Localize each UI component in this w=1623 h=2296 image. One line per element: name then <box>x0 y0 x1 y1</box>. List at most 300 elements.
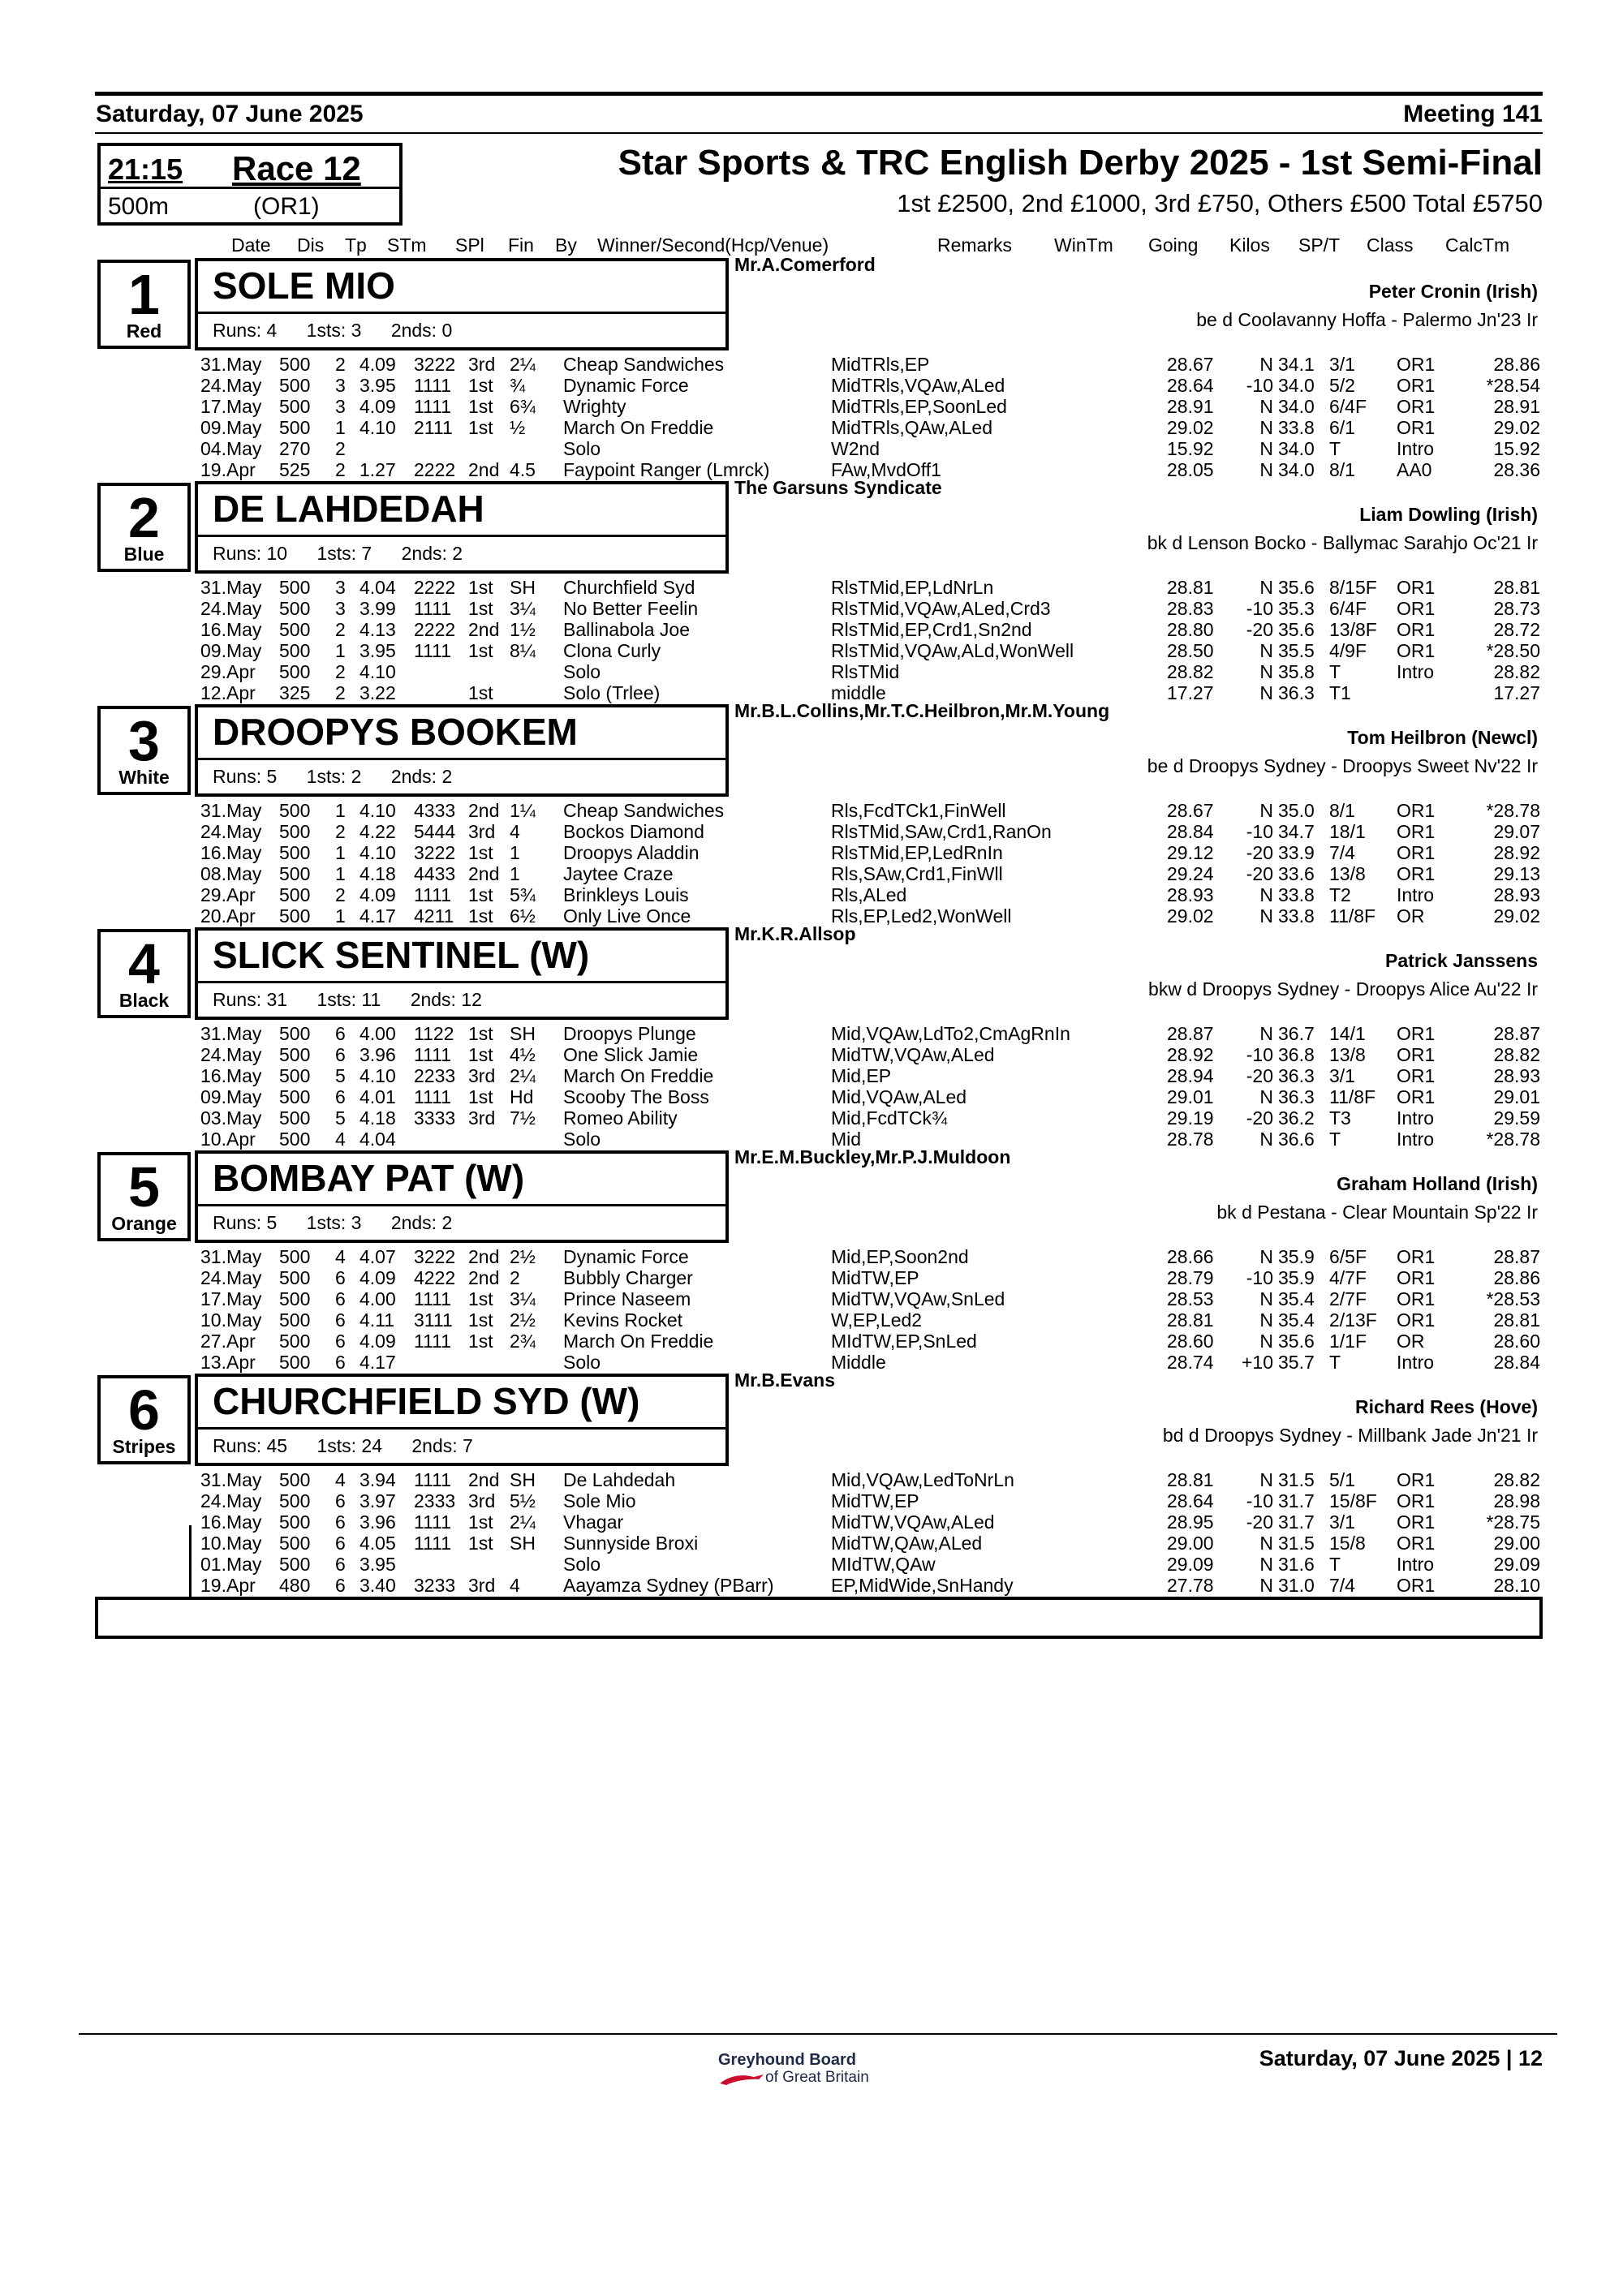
wins-count: 1sts: 7 <box>316 543 372 564</box>
name-divider <box>198 535 725 537</box>
form-going: 28.67 <box>1167 800 1214 821</box>
form-fin: 1st <box>468 1331 493 1352</box>
form-sp: T1 <box>1329 682 1351 703</box>
form-stm: 4.00 <box>359 1288 396 1309</box>
form-calc: 28.81 <box>1493 577 1540 598</box>
form-fin: 1st <box>468 417 493 438</box>
form-adj: -20 <box>1246 1065 1273 1086</box>
form-fin: 3rd <box>468 1575 496 1596</box>
form-adj: -20 <box>1246 863 1273 884</box>
form-row <box>0 1288 1623 1309</box>
form-kilos: 36.3 <box>1278 1086 1315 1107</box>
form-going: 28.53 <box>1167 1288 1214 1309</box>
form-wsn: Solo <box>563 438 601 459</box>
form-adj: N <box>1259 1023 1273 1044</box>
form-row <box>0 577 1623 598</box>
form-stm: 4.13 <box>359 619 396 640</box>
form-dis: 480 <box>279 1575 311 1596</box>
form-adj: N <box>1259 1533 1273 1554</box>
form-row <box>0 438 1623 459</box>
form-by: 2¼ <box>510 1511 536 1533</box>
runs-count: Runs: 4 <box>213 320 278 341</box>
form-going: 28.78 <box>1167 1129 1214 1150</box>
owner-name: Mr.K.R.Allsop <box>734 923 856 944</box>
form-tp: 4 <box>335 1246 346 1267</box>
form-tp: 3 <box>335 577 346 598</box>
form-adj: -20 <box>1246 842 1273 863</box>
dog-name-box <box>195 481 729 574</box>
wins-count: 1sts: 11 <box>316 989 381 1010</box>
form-sp: 8/1 <box>1329 459 1355 480</box>
form-wsn: No Better Feelin <box>563 598 699 619</box>
form-stm: 1.27 <box>359 459 396 480</box>
form-sp: 7/4 <box>1329 842 1355 863</box>
col-wintm: WinTm <box>1054 234 1113 256</box>
form-stm: 3.95 <box>359 375 396 396</box>
form-sp: T <box>1329 1554 1341 1575</box>
form-by: ¾ <box>510 375 526 396</box>
form-stm: 4.10 <box>359 842 396 863</box>
form-kilos: 34.1 <box>1278 354 1315 375</box>
form-stm: 4.18 <box>359 863 396 884</box>
form-date: 31.May <box>200 1023 262 1044</box>
form-dis: 500 <box>279 1469 311 1490</box>
form-going: 28.64 <box>1167 375 1214 396</box>
dog-stats <box>213 1435 497 1457</box>
form-rem: Rls,ALed <box>831 884 907 905</box>
form-fin: 2nd <box>468 863 500 884</box>
form-tp: 1 <box>335 905 346 927</box>
form-tp: 2 <box>335 821 346 842</box>
form-dis: 500 <box>279 800 311 821</box>
form-date: 27.Apr <box>200 1331 256 1352</box>
form-stm: 4.11 <box>359 1309 395 1331</box>
form-going: 28.95 <box>1167 1511 1214 1533</box>
form-row <box>0 1267 1623 1288</box>
form-calc: 28.87 <box>1493 1023 1540 1044</box>
form-spl: 2222 <box>414 577 456 598</box>
dog-stats <box>213 766 476 788</box>
form-adj: N <box>1259 354 1273 375</box>
form-cls: OR1 <box>1397 800 1436 821</box>
form-date: 09.May <box>200 640 262 661</box>
form-going: 29.09 <box>1167 1554 1214 1575</box>
form-stm: 3.96 <box>359 1511 396 1533</box>
form-stm: 4.10 <box>359 661 396 682</box>
form-by: 2 <box>510 1267 520 1288</box>
form-tp: 6 <box>335 1575 346 1596</box>
form-dis: 500 <box>279 1288 311 1309</box>
form-by: 2¼ <box>510 1065 536 1086</box>
form-adj: N <box>1259 884 1273 905</box>
form-going: 27.78 <box>1167 1575 1214 1596</box>
form-wsn: March On Freddie <box>563 417 714 438</box>
form-spl: 4211 <box>414 905 454 927</box>
col-date: Date <box>231 234 271 256</box>
trap-number: 6 <box>128 1378 160 1442</box>
dog-name-box <box>195 927 729 1020</box>
col-spl: SPl <box>455 234 484 256</box>
form-rem: MIdTW,EP,SnLed <box>831 1331 977 1352</box>
form-spl: 3333 <box>414 1107 456 1129</box>
breeding-info: be d Coolavanny Hoffa - Palermo Jn'23 Ir <box>1196 309 1538 330</box>
form-tp: 1 <box>335 800 346 821</box>
form-fin: 1st <box>468 1023 493 1044</box>
form-cls: OR1 <box>1397 842 1436 863</box>
form-stm: 3.99 <box>359 598 396 619</box>
form-rem: Middle <box>831 1352 886 1373</box>
form-rem: middle <box>831 682 886 703</box>
trap-number: 1 <box>128 263 160 326</box>
form-by: 8¼ <box>510 640 536 661</box>
form-date: 20.Apr <box>200 905 256 927</box>
form-tp: 4 <box>335 1129 346 1150</box>
form-adj: N <box>1259 1129 1273 1150</box>
form-by: 4 <box>510 821 520 842</box>
form-calc: 15.92 <box>1493 438 1540 459</box>
form-lines <box>0 1469 1623 1596</box>
form-date: 31.May <box>200 354 262 375</box>
trap-number: 2 <box>128 486 160 549</box>
form-cls: OR1 <box>1397 1267 1436 1288</box>
form-by: 2¾ <box>510 1331 536 1352</box>
form-going: 28.66 <box>1167 1246 1214 1267</box>
form-kilos: 35.7 <box>1278 1352 1315 1373</box>
form-calc: 28.82 <box>1493 1469 1540 1490</box>
form-fin: 1st <box>468 842 493 863</box>
form-cls: OR1 <box>1397 375 1436 396</box>
form-sp: 6/5F <box>1329 1246 1367 1267</box>
form-kilos: 31.6 <box>1278 1554 1315 1575</box>
owner-name: Mr.A.Comerford <box>734 254 876 275</box>
logo-line-1: Greyhound Board <box>718 2051 857 2069</box>
form-by: 1 <box>510 863 520 884</box>
form-fin: 1st <box>468 640 493 661</box>
form-rem: MidTRls,EP,SoonLed <box>831 396 1007 417</box>
form-going: 28.82 <box>1167 661 1214 682</box>
dog-name: CHURCHFIELD SYD (W) <box>213 1380 640 1422</box>
form-dis: 500 <box>279 619 311 640</box>
form-fin: 1st <box>468 1309 493 1331</box>
form-date: 03.May <box>200 1107 262 1129</box>
form-date: 19.Apr <box>200 1575 256 1596</box>
footer-rule <box>79 2033 1557 2035</box>
form-sp: 3/1 <box>1329 1065 1355 1086</box>
form-kilos: 35.8 <box>1278 661 1315 682</box>
form-wsn: Romeo Ability <box>563 1107 678 1129</box>
race-grade: (OR1) <box>253 193 320 220</box>
form-tp: 3 <box>335 598 346 619</box>
form-rem: MidTRls,QAw,ALed <box>831 417 992 438</box>
form-cls: OR1 <box>1397 1309 1436 1331</box>
form-adj: -10 <box>1246 1490 1273 1511</box>
race-time: 21:15 <box>108 153 183 186</box>
form-wsn: March On Freddie <box>563 1065 714 1086</box>
form-tp: 2 <box>335 459 346 480</box>
form-by: 4.5 <box>510 459 536 480</box>
name-divider <box>198 981 725 983</box>
form-date: 24.May <box>200 821 262 842</box>
form-adj: -10 <box>1246 821 1273 842</box>
form-cls: OR1 <box>1397 354 1436 375</box>
seconds-count: 2nds: 2 <box>401 543 463 564</box>
form-kilos: 35.9 <box>1278 1267 1315 1288</box>
form-stm: 4.07 <box>359 1246 396 1267</box>
form-spl: 2222 <box>414 619 456 640</box>
form-going: 28.64 <box>1167 1490 1214 1511</box>
form-dis: 500 <box>279 354 311 375</box>
form-tp: 6 <box>335 1554 346 1575</box>
form-going: 29.19 <box>1167 1107 1214 1129</box>
form-by: SH <box>510 1023 536 1044</box>
greyhound-icon <box>718 2072 765 2087</box>
col-winner-second: Winner/Second(Hcp/Venue) <box>597 234 829 256</box>
form-tp: 6 <box>335 1331 346 1352</box>
trainer-name: Graham Holland (Irish) <box>1337 1173 1538 1194</box>
form-going: 29.24 <box>1167 863 1214 884</box>
form-row <box>0 640 1623 661</box>
meeting-number: Meeting 141 <box>1403 101 1543 127</box>
form-rem: MidTW,VQAw,ALed <box>831 1044 995 1065</box>
form-dis: 500 <box>279 1044 311 1065</box>
form-stm: 4.09 <box>359 1331 396 1352</box>
form-cls: OR1 <box>1397 417 1436 438</box>
form-sp: 15/8 <box>1329 1533 1366 1554</box>
form-lines <box>0 354 1623 480</box>
form-rem: MidTW,VQAw,ALed <box>831 1511 995 1533</box>
form-rem: MidTW,EP <box>831 1267 919 1288</box>
trap-box <box>97 1375 191 1464</box>
form-by: 4 <box>510 1575 520 1596</box>
form-kilos: 35.0 <box>1278 800 1315 821</box>
form-dis: 500 <box>279 1352 311 1373</box>
form-stm: 4.04 <box>359 1129 396 1150</box>
form-date: 10.May <box>200 1533 262 1554</box>
form-adj: -10 <box>1246 375 1273 396</box>
form-stm: 3.22 <box>359 682 396 703</box>
form-wsn: De Lahdedah <box>563 1469 676 1490</box>
form-stm: 4.17 <box>359 905 396 927</box>
form-calc: 17.27 <box>1493 682 1540 703</box>
form-calc: 28.36 <box>1493 459 1540 480</box>
trap-box <box>97 260 191 349</box>
form-tp: 6 <box>335 1352 346 1373</box>
form-sp: 14/1 <box>1329 1023 1366 1044</box>
form-going: 28.94 <box>1167 1065 1214 1086</box>
form-row <box>0 1554 1623 1575</box>
form-calc: *28.50 <box>1486 640 1540 661</box>
form-dis: 500 <box>279 640 311 661</box>
form-sp: T <box>1329 1352 1341 1373</box>
form-row <box>0 619 1623 640</box>
form-date: 24.May <box>200 375 262 396</box>
form-tp: 2 <box>335 661 346 682</box>
form-adj: -20 <box>1246 1511 1273 1533</box>
form-row <box>0 1533 1623 1554</box>
race-number: Race 12 <box>232 149 361 187</box>
form-dis: 500 <box>279 1511 311 1533</box>
form-calc: 28.10 <box>1493 1575 1540 1596</box>
dog-name: SLICK SENTINEL (W) <box>213 934 590 976</box>
form-date: 24.May <box>200 1044 262 1065</box>
form-fin: 3rd <box>468 1065 496 1086</box>
form-fin: 2nd <box>468 459 500 480</box>
form-adj: -10 <box>1246 1044 1273 1065</box>
form-sp: 4/7F <box>1329 1267 1367 1288</box>
form-stm: 4.10 <box>359 800 396 821</box>
race-title: Star Sports & TRC English Derby 2025 - 1st Semi-Final <box>618 143 1543 183</box>
form-tp: 1 <box>335 863 346 884</box>
form-calc: 29.01 <box>1493 1086 1540 1107</box>
form-spl: 1111 <box>414 1469 452 1490</box>
form-wsn: Dynamic Force <box>563 375 689 396</box>
form-rem: RlsTMid,SAw,Crd1,RanOn <box>831 821 1052 842</box>
form-adj: N <box>1259 438 1273 459</box>
form-rem: MIdTW,QAw <box>831 1554 936 1575</box>
form-tp: 5 <box>335 1107 346 1129</box>
form-cls: OR1 <box>1397 396 1436 417</box>
form-spl: 4333 <box>414 800 456 821</box>
form-rem: Rls,EP,Led2,WonWell <box>831 905 1012 927</box>
form-going: 15.92 <box>1167 438 1214 459</box>
form-wsn: Prince Naseem <box>563 1288 691 1309</box>
dog-name-box <box>195 1150 729 1243</box>
form-fin: 2nd <box>468 1469 500 1490</box>
form-date: 29.Apr <box>200 884 256 905</box>
form-sp: 6/4F <box>1329 396 1367 417</box>
col-tp: Tp <box>345 234 367 256</box>
form-date: 10.May <box>200 1309 262 1331</box>
form-kilos: 35.5 <box>1278 640 1315 661</box>
form-kilos: 36.8 <box>1278 1044 1315 1065</box>
form-wsn: Kevins Rocket <box>563 1309 683 1331</box>
form-by: SH <box>510 1469 536 1490</box>
form-cls: OR1 <box>1397 1511 1436 1533</box>
trap-box <box>97 706 191 795</box>
form-cls: OR1 <box>1397 863 1436 884</box>
form-rem: MidTW,QAw,ALed <box>831 1533 983 1554</box>
race-info-box <box>97 143 403 226</box>
form-row <box>0 1107 1623 1129</box>
form-date: 31.May <box>200 800 262 821</box>
form-lines <box>0 1023 1623 1150</box>
form-kilos: 34.0 <box>1278 459 1315 480</box>
form-going: 29.02 <box>1167 417 1214 438</box>
form-by: SH <box>510 1533 536 1554</box>
runs-count: Runs: 45 <box>213 1435 288 1456</box>
form-sp: 6/1 <box>1329 417 1355 438</box>
form-sp: 15/8F <box>1329 1490 1377 1511</box>
form-dis: 500 <box>279 417 311 438</box>
form-going: 28.81 <box>1167 1309 1214 1331</box>
form-adj: N <box>1259 661 1273 682</box>
form-going: 28.91 <box>1167 396 1214 417</box>
form-cls: OR1 <box>1397 619 1436 640</box>
form-stm: 4.09 <box>359 396 396 417</box>
form-date: 24.May <box>200 1267 262 1288</box>
form-spl: 1111 <box>414 396 452 417</box>
form-adj: N <box>1259 682 1273 703</box>
form-wsn: Solo <box>563 1129 601 1150</box>
form-calc: 28.93 <box>1493 1065 1540 1086</box>
dog-name: SOLE MIO <box>213 264 395 307</box>
form-row <box>0 1331 1623 1352</box>
form-kilos: 35.4 <box>1278 1288 1315 1309</box>
form-stm: 3.96 <box>359 1044 396 1065</box>
form-cls: OR1 <box>1397 598 1436 619</box>
form-fin: 3rd <box>468 821 496 842</box>
form-rem: EP,MidWide,SnHandy <box>831 1575 1014 1596</box>
form-date: 09.May <box>200 417 262 438</box>
form-sp: 7/4 <box>1329 1575 1355 1596</box>
trap-number: 4 <box>128 932 160 995</box>
form-kilos: 33.9 <box>1278 842 1315 863</box>
form-spl: 3222 <box>414 354 456 375</box>
form-rem: W2nd <box>831 438 880 459</box>
form-adj: N <box>1259 800 1273 821</box>
form-fin: 1st <box>468 1511 493 1533</box>
form-wsn: Bubbly Charger <box>563 1267 693 1288</box>
form-cls: OR1 <box>1397 1575 1436 1596</box>
dog-stats <box>213 1212 476 1234</box>
trainer-name: Tom Heilbron (Newcl) <box>1347 727 1538 748</box>
col-going: Going <box>1148 234 1199 256</box>
form-spl: 2222 <box>414 459 456 480</box>
form-dis: 500 <box>279 1554 311 1575</box>
form-spl: 1111 <box>414 1533 452 1554</box>
form-going: 29.00 <box>1167 1533 1214 1554</box>
form-row <box>0 417 1623 438</box>
form-kilos: 36.3 <box>1278 682 1315 703</box>
form-spl: 1111 <box>414 1511 452 1533</box>
form-adj: N <box>1259 640 1273 661</box>
form-tp: 6 <box>335 1511 346 1533</box>
owner-name: Mr.E.M.Buckley,Mr.P.J.Muldoon <box>734 1146 1011 1167</box>
form-tp: 6 <box>335 1023 346 1044</box>
form-rem: Mid,EP <box>831 1065 892 1086</box>
runner-block <box>0 700 1623 927</box>
form-spl: 3111 <box>414 1309 453 1331</box>
wins-count: 1sts: 3 <box>306 320 362 341</box>
form-wsn: One Slick Jamie <box>563 1044 699 1065</box>
form-wsn: Droopys Plunge <box>563 1023 696 1044</box>
form-date: 19.Apr <box>200 459 256 480</box>
form-dis: 500 <box>279 1267 311 1288</box>
dog-stats <box>213 989 506 1011</box>
form-spl: 3222 <box>414 842 456 863</box>
form-kilos: 35.9 <box>1278 1246 1315 1267</box>
form-wsn: Scooby The Boss <box>563 1086 709 1107</box>
form-by: ½ <box>510 417 526 438</box>
form-spl: 1122 <box>414 1023 454 1044</box>
trap-box <box>97 483 191 572</box>
form-kilos: 34.0 <box>1278 375 1315 396</box>
col-sp-t: SP/T <box>1298 234 1341 256</box>
col-dis: Dis <box>297 234 325 256</box>
form-row <box>0 1086 1623 1107</box>
form-wsn: Vhagar <box>563 1511 624 1533</box>
form-tp: 2 <box>335 884 346 905</box>
form-dis: 500 <box>279 396 311 417</box>
form-calc: 28.98 <box>1493 1490 1540 1511</box>
form-by: 6½ <box>510 905 536 927</box>
form-row <box>0 884 1623 905</box>
form-kilos: 31.5 <box>1278 1533 1315 1554</box>
form-kilos: 36.6 <box>1278 1129 1315 1150</box>
dog-stats <box>213 320 476 342</box>
form-wsn: Aayamza Sydney (PBarr) <box>563 1575 774 1596</box>
name-divider <box>198 1204 725 1206</box>
